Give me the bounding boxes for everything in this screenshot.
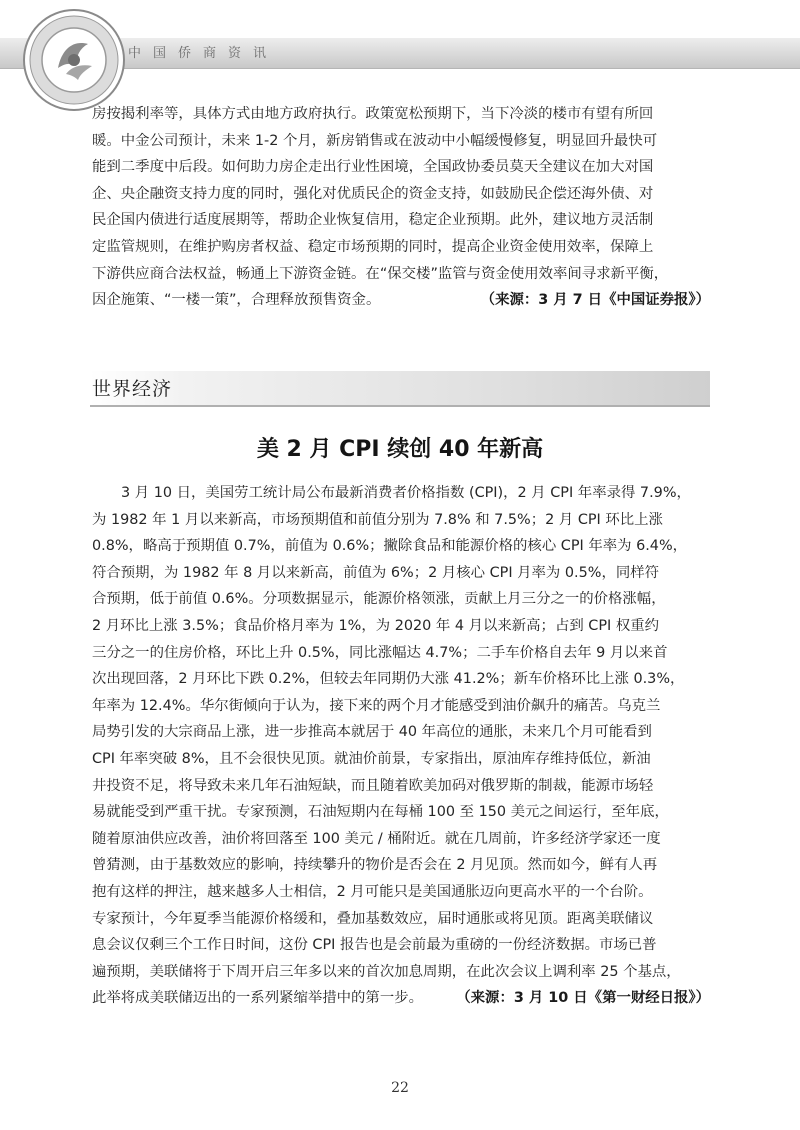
text-line: 定监管规则，在维护购房者权益、稳定市场预期的同时，提高企业资金使用效率，保障上 [92,238,654,255]
section-title: 世界经济 [92,378,173,400]
text-line: 2 月环比上涨 3.5%；食品价格月率为 1%，为 2020 年 4 月以来新高；占到 CPI 权重约 [92,617,660,634]
section-header-bar [90,371,710,407]
text-line: 暖。中金公司预计，未来 1-2 个月，新房销售或在波动中小幅缓慢修复，明显回升最快可 [92,132,658,149]
text-line: 3 月 10 日，美国劳工统计局公布最新消费者价格指数 (CPI)，2 月 CPI 年率录得 7.9%， [121,485,691,501]
text-line: 易就能受到严重干扰。专家预测，石油短期内在每桶 100 至 150 美元之间运行，至年底， [92,804,669,821]
text-line-end: 此举将成美联储迈出的一系列紧缩举措中的第一步。 [92,990,423,1007]
text-line: 为 1982 年 1 月以来新高，市场预期值和前值分别为 7.8% 和 7.5%；2 月 CPI 环比上涨 [92,511,663,528]
article2-source: （来源：3 月 10 日《第一财经日报》） [456,990,710,1007]
text-line: 企、央企融资支持力度的同时，强化对优质民企的资金支持，如鼓励民企偿还海外债、对 [92,185,654,202]
text-line: 民企国内债进行适度展期等，帮助企业恢复信用，稳定企业预期。此外，建议地方灵活制 [92,212,654,229]
text-line: 曾猜测，由于基数效应的影响，持续攀升的物价是否会在 2 月见顶。然而如今，鲜有人再 [92,857,658,874]
article-title: 美 2 月 CPI 续创 40 年新高 [256,437,544,462]
text-line: 专家预计，今年夏季当能源价格缓和，叠加基数效应，届时通胀或将见顶。距离美联储议 [92,910,654,927]
text-line: CPI 年率突破 8%，且不会很快见顶。就油价前景，专家指出，原油库存维持低位，新油 [92,750,651,767]
text-line: 三分之一的住房价格，环比上升 0.5%，同比涨幅达 4.7%；二手车价格自去年 9 月以来首 [92,644,668,661]
text-line: 年率为 12.4%。华尔街倾向于认为，接下来的两个月才能感受到油价飙升的痛苦。乌克兰 [92,697,661,714]
text-line: 下游供应商合法权益，畅通上下游资金链。在“保交楼”监管与资金使用效率间寻求新平衡， [92,265,669,282]
text-line: 0.8%，略高于预期值 0.7%，前值为 0.6%；撇除食品和能源价格的核心 CPI 年率为 6.4%， [92,538,688,555]
page-number: 22 [391,1080,409,1096]
logo-emblem-icon [22,8,126,112]
text-line: 能到二季度中后段。如何助力房企走出行业性困境，全国政协委员莫天全建议在加大对国 [92,159,654,176]
article1-body [92,101,710,341]
text-line: 局势引发的大宗商品上涨，进一步推高本就居于 40 年高位的通胀，未来几个月可能看到 [92,724,652,741]
text-line: 合预期，低于前值 0.6%。分项数据显示，能源价格领涨，贡献上月三分之一的价格涨幅， [92,591,666,608]
article2-body [92,480,710,1050]
text-line-end: 因企施策、“一楼一策”，合理释放预售资金。 [92,292,381,309]
text-line: 息会议仅剩三个工作日时间，这份 CPI 报告也是会前最为重磅的一份经济数据。市场已普 [92,937,657,954]
text-line: 随着原油供应改善，油价将回落至 100 美元 / 桶附近。就在几周前，许多经济学家还一度 [92,830,661,847]
header-title: 中国侨商资讯 [128,46,279,61]
text-line [92,985,710,1012]
text-line: 房按揭利率等，具体方式由地方政府执行。政策宽松预期下，当下冷淡的楼市有望有所回 [92,106,654,122]
article1-source: （来源：3 月 7 日《中国证券报》） [480,292,710,309]
text-line [92,287,710,314]
text-line: 遍预期，美联储将于下周开启三年多以来的首次加息周期，在此次会议上调利率 25 个基点， [92,963,681,980]
text-line: 抱有这样的押注，越来越多人士相信，2 月可能只是美国通胀迈向更高水平的一个台阶。 [92,883,653,900]
text-line: 井投资不足，将导致未来几年石油短缺，而且随着欧美加码对俄罗斯的制裁，能源市场轻 [92,777,654,794]
text-line: 次出现回落，2 月环比下跌 0.2%，但较去年同期仍大涨 41.2%；新车价格环比上涨 0.3%， [92,671,685,688]
text-line: 符合预期，为 1982 年 8 月以来新高，前值为 6%；2 月核心 CPI 月率为 0.5%，同样符 [92,564,660,581]
